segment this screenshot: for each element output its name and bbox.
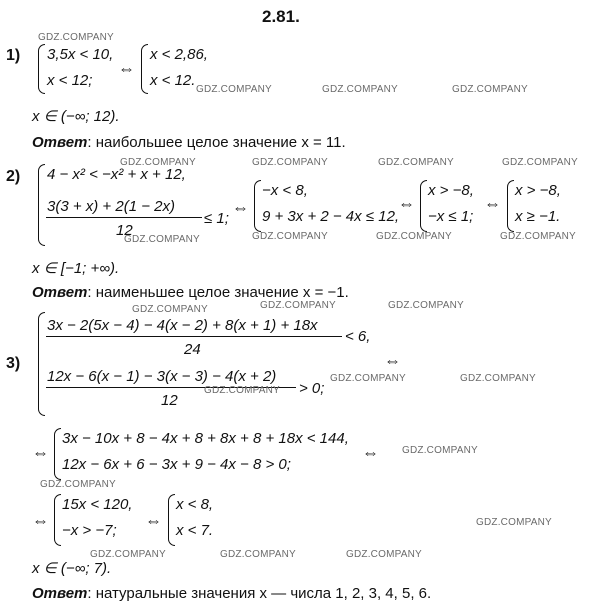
p3-sys4-line1: x < 8, (176, 496, 214, 513)
answer-text: : натуральные значения x — числа 1, 2, 3, 4, 5, 6. (87, 585, 432, 602)
p3-interval: x ∈ (−∞; 7). (32, 560, 112, 577)
watermark: GDZ.COMPANY (376, 231, 452, 242)
watermark: GDZ.COMPANY (252, 157, 328, 168)
p2-frac-tail: ≤ 1; (204, 210, 229, 227)
p2-sys4-line2: x ≥ −1. (515, 208, 561, 225)
watermark: GDZ.COMPANY (90, 549, 166, 560)
p3-frac2-tail: > 0; (299, 380, 325, 397)
equivalence-arrow: ⇔ (362, 443, 379, 462)
p2-sys2-line2: 9 + 3x + 2 − 4x ≤ 12, (262, 208, 400, 225)
system-brace (254, 180, 261, 232)
watermark: GDZ.COMPANY (38, 32, 114, 43)
p3-sys2-line2: 12x − 6x + 6 − 3x + 9 − 4x − 8 > 0; (62, 456, 291, 473)
p3-sys3-line2: −x > −7; (62, 522, 117, 539)
p1-interval: x ∈ (−∞; 12). (32, 108, 120, 125)
system-brace (168, 494, 175, 546)
problem-1-number: 1) (6, 47, 21, 64)
watermark: GDZ.COMPANY (330, 373, 406, 384)
p1-sys1-line1: 3,5x < 10, (47, 46, 114, 63)
watermark: GDZ.COMPANY (452, 84, 528, 95)
system-brace (54, 494, 61, 546)
system-brace (507, 180, 514, 232)
answer-label: Ответ (32, 585, 88, 602)
equivalence-arrow: ⇔ (32, 443, 49, 462)
p1-sys2-line1: x < 2,86, (150, 46, 208, 63)
system-brace (141, 44, 148, 94)
p3-frac2-denominator: 12 (161, 392, 178, 409)
watermark: GDZ.COMPANY (322, 84, 398, 95)
problem-3-number: 3) (6, 355, 21, 372)
p3-sys2-line1: 3x − 10x + 8 − 4x + 8 + 8x + 8 + 18x < 144, (62, 430, 349, 447)
equivalence-arrow: ⇔ (118, 59, 135, 78)
watermark: GDZ.COMPANY (124, 234, 200, 245)
fraction-bar (46, 217, 202, 218)
p3-frac1-tail: < 6, (345, 328, 371, 345)
system-brace (38, 44, 45, 94)
watermark: GDZ.COMPANY (260, 300, 336, 311)
p2-sys3-line2: −x ≤ 1; (428, 208, 474, 225)
watermark: GDZ.COMPANY (402, 445, 478, 456)
p3-frac1-numerator: 3x − 2(5x − 4) − 4(x − 2) + 8(x + 1) + 18x (47, 317, 318, 334)
equivalence-arrow: ⇔ (232, 198, 249, 217)
p3-frac2-numerator: 12x − 6(x − 1) − 3(x − 3) − 4(x + 2) (47, 368, 277, 385)
system-brace (54, 428, 61, 480)
p2-answer (32, 284, 349, 301)
p1-sys1-line2: x < 12; (47, 72, 93, 89)
watermark: GDZ.COMPANY (220, 549, 296, 560)
system-brace (38, 312, 45, 416)
watermark: GDZ.COMPANY (204, 385, 280, 396)
p3-frac1-denominator: 24 (184, 341, 201, 358)
p2-sys4-line1: x > −8, (515, 182, 561, 199)
p3-sys4-line2: x < 7. (176, 522, 214, 539)
answer-label: Ответ (32, 284, 88, 301)
problem-2-number: 2) (6, 168, 21, 185)
equivalence-arrow: ⇔ (32, 511, 49, 530)
equivalence-arrow: ⇔ (398, 194, 415, 213)
watermark: GDZ.COMPANY (252, 231, 328, 242)
watermark: GDZ.COMPANY (460, 373, 536, 384)
watermark: GDZ.COMPANY (120, 157, 196, 168)
watermark: GDZ.COMPANY (196, 84, 272, 95)
answer-label: Ответ (32, 134, 88, 151)
system-brace (420, 180, 427, 232)
p2-frac-denominator: 12 (116, 222, 133, 239)
equivalence-arrow: ⇔ (484, 194, 501, 213)
p2-sys2-line1: −x < 8, (262, 182, 308, 199)
watermark: GDZ.COMPANY (502, 157, 578, 168)
fraction-bar (46, 336, 342, 337)
answer-text: : наибольшее целое значение x = 11. (87, 134, 346, 151)
watermark: GDZ.COMPANY (476, 517, 552, 528)
system-brace (38, 164, 45, 246)
watermark: GDZ.COMPANY (346, 549, 422, 560)
problem-title: 2.81. (262, 7, 300, 26)
watermark: GDZ.COMPANY (388, 300, 464, 311)
watermark: GDZ.COMPANY (378, 157, 454, 168)
watermark: GDZ.COMPANY (132, 304, 208, 315)
p1-sys2-line2: x < 12. (150, 72, 196, 89)
p2-sys3-line1: x > −8, (428, 182, 474, 199)
watermark: GDZ.COMPANY (500, 231, 576, 242)
p3-sys3-line1: 15x < 120, (62, 496, 133, 513)
p2-interval: x ∈ [−1; +∞). (32, 260, 120, 277)
answer-text: : наименьшее целое значение x = −1. (87, 284, 349, 301)
p3-answer (32, 585, 431, 602)
p1-answer (32, 134, 346, 151)
equivalence-arrow: ⇔ (145, 511, 162, 530)
p2-line1: 4 − x² < −x² + x + 12, (47, 166, 186, 183)
equivalence-arrow: ⇔ (384, 351, 401, 370)
watermark: GDZ.COMPANY (40, 479, 116, 490)
p2-frac-numerator: 3(3 + x) + 2(1 − 2x) (47, 198, 175, 215)
